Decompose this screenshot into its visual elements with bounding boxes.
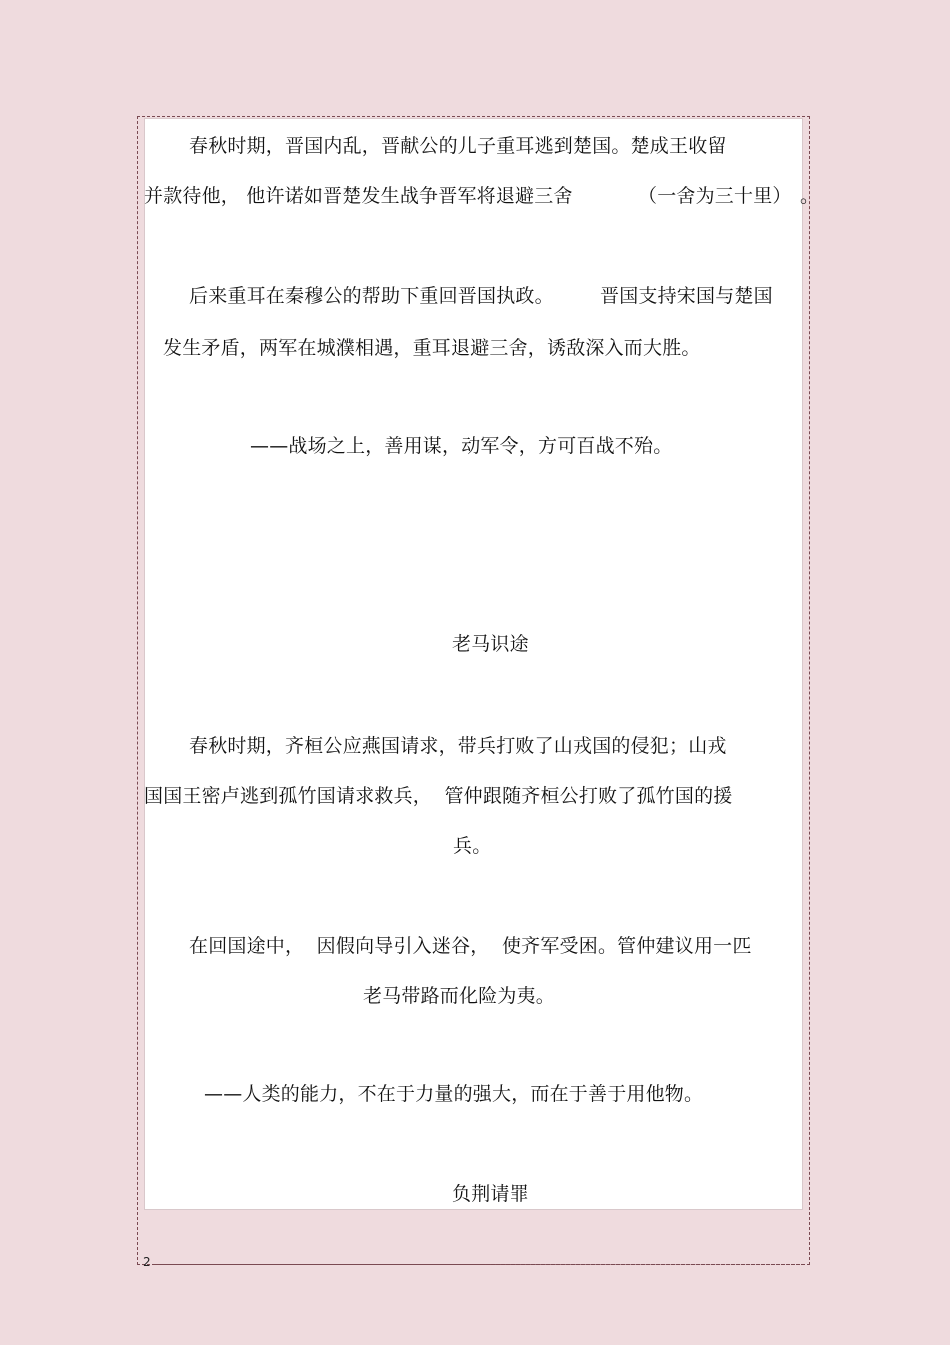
paragraph-2-line-2: 发生矛盾，两军在城濮相遇，重耳退避三舍，诱敌深入而大胜。: [163, 337, 701, 359]
moral-1: ——战场之上，善用谋，动军令，方可百战不殆。: [250, 435, 673, 457]
paragraph-4-line-1: 在回国途中， 因假向导引入迷谷， 使齐军受困。管仲建议用一匹: [189, 935, 752, 957]
moral-2: ——人类的能力，不在于力量的强大，而在于善于用他物。: [204, 1083, 704, 1105]
paragraph-3-line-2: 国国王密卢逃到孤竹国请求救兵， 管仲跟随齐桓公打败了孤竹国的援: [144, 785, 733, 807]
document-page: [144, 118, 803, 1210]
paragraph-1-line-1: 春秋时期，晋国内乱，晋献公的儿子重耳逃到楚国。楚成王收留: [189, 135, 727, 157]
footer-divider: [154, 1264, 804, 1265]
page-number: 2: [143, 1255, 151, 1269]
paragraph-1-line-2: 并款待他， 他许诺如晋楚发生战争晋军将退避三舍: [144, 185, 573, 207]
paragraph-1-parenthetical: （一舍为三十里）: [638, 185, 792, 207]
paragraph-4-line-2: 老马带路而化险为夷。: [363, 985, 556, 1007]
section-title-3: 负荆请罪: [452, 1183, 529, 1205]
paragraph-3-line-1: 春秋时期，齐桓公应燕国请求，带兵打败了山戎国的侵犯；山戎: [189, 735, 727, 757]
paragraph-3-line-3: 兵。: [453, 835, 492, 857]
paragraph-2-line-1-continued: 晋国支持宋国与楚国: [600, 285, 773, 307]
section-title-2: 老马识途: [452, 633, 529, 655]
paragraph-2-line-1: 后来重耳在秦穆公的帮助下重回晋国执政。: [189, 285, 554, 307]
paragraph-1-end-mark: 。: [800, 185, 820, 207]
